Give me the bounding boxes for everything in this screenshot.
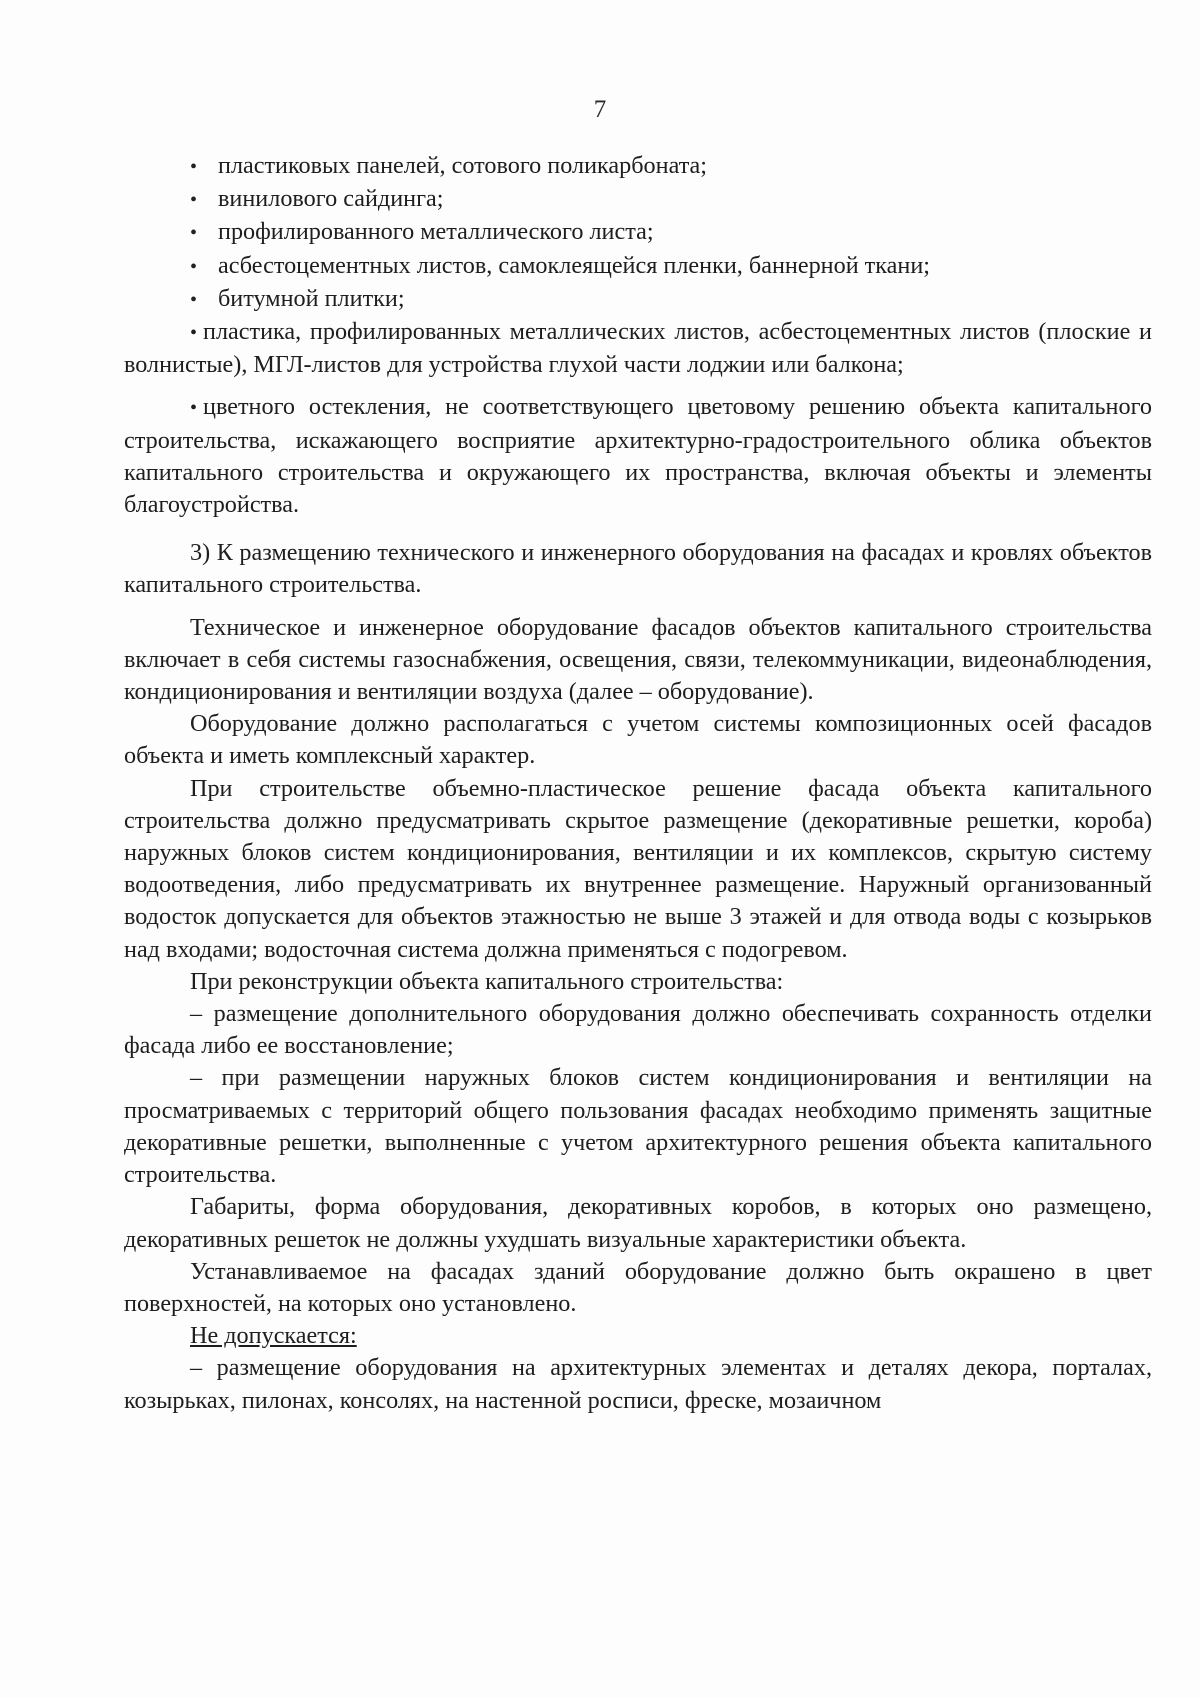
bullet-icon: •	[190, 397, 198, 420]
list-item	[124, 283, 1152, 316]
list-item	[124, 150, 1152, 183]
paragraph-dimensions: Габариты, форма оборудования, декоративных коробов, в которых оно размещено, декоративных решеток не должны ухудшать визуальные характеристики объекта.	[124, 1193, 1152, 1253]
list-item	[124, 250, 1152, 283]
bullet-icon: •	[190, 322, 198, 345]
list-item-text: профилированного металлического листа;	[218, 218, 654, 246]
paragraph-reconstruction-item-1: – размещение дополнительного оборудования должно обеспечивать сохранность отделки фасада либо ее восстановление;	[124, 1000, 1152, 1060]
section-3-heading: 3) К размещению технического и инженерного оборудования на фасадах и кровлях объектов капитального строительства.	[124, 539, 1152, 599]
material-bullet-list	[124, 150, 1152, 316]
list-item-text: пластиковых панелей, сотового поликарбоната;	[218, 152, 708, 179]
list-item-text: винилового сайдинга;	[218, 185, 444, 213]
list-item	[124, 183, 1152, 216]
list-item-text: асбестоцементных листов, самоклеящейся пленки, баннерной ткани;	[218, 251, 930, 279]
paragraph-reconstruction-item-2: – при размещении наружных блоков систем кондиционирования и вентиляции на просматриваемых с территорий общего пользования фасадах необходимо применять защитные декоративные решетки, выполненные с учетом архитектурного решения объекта капитального строительства.	[124, 1064, 1152, 1189]
paragraph-not-allowed-item-1: – размещение оборудования на архитектурных элементах и деталях декора, порталах, козырьках, пилонах, консолях, на настенной росписи, фреске, мозаичном	[124, 1354, 1152, 1414]
page-number: 7	[593, 96, 607, 123]
paragraph-equipment-placement: Оборудование должно располагаться с учетом системы композиционных осей фасадов объекта и иметь комплексный характер.	[124, 710, 1152, 770]
paragraph-reconstruction: При реконструкции объекта капитального строительства:	[190, 967, 784, 995]
list-item	[124, 216, 1152, 249]
bullet-icon: •	[190, 156, 198, 178]
bullet-icon: •	[190, 288, 198, 311]
document-body	[124, 150, 1152, 1417]
paragraph-equipment-definition: Техническое и инженерное оборудование фасадов объектов капитального строительства включает в себя системы газоснабжения, освещения, связи, телекоммуникации, видеонаблюдения, кондиционирования и вентиляции воздуха (далее – оборудование).	[124, 613, 1152, 706]
bullet-paragraph-glazing	[124, 391, 1152, 521]
bullet-icon: •	[190, 222, 198, 245]
not-allowed-heading-line	[124, 1320, 1152, 1352]
paragraph-painting: Устанавливаемое на фасадах зданий оборудование должно быть окрашено в цвет поверхностей, на которых оно установлено.	[124, 1257, 1152, 1317]
paragraph-text: цветного остекления, не соответствующего цветовому решению объекта капитального строительства, искажающего восприятие архитектурно-градостроительного облика объектов капитального строительства и окружающего их пространства, включая объекты и элементы благоустройства.	[124, 393, 1152, 519]
paragraph-text: пластика, профилированных металлических листов, асбестоцементных листов (плоские и волнистые), МГЛ-листов для устройства глухой части лоджии или балкона;	[124, 318, 1152, 379]
paragraph-construction: При строительстве объемно-пластическое решение фасада объекта капитального строительства должно предусматривать скрытое размещение (декоративные решетки, короба) наружных блоков систем кондиционирования, вентиляции и их комплексов, скрытую систему водоотведения, либо предусматривать их внутреннее размещение. Наружный организованный водосток допускается для объектов этажностью не выше 3 этажей и для отвода воды с козырьков над входами; водосточная система должна применяться с подогревом.	[124, 774, 1152, 963]
not-allowed-heading: Не допускается:	[190, 1322, 357, 1350]
bullet-icon: •	[190, 189, 198, 212]
bullet-paragraph-plastic	[124, 316, 1152, 381]
list-item-text: битумной плитки;	[218, 284, 405, 312]
bullet-icon: •	[190, 255, 198, 278]
